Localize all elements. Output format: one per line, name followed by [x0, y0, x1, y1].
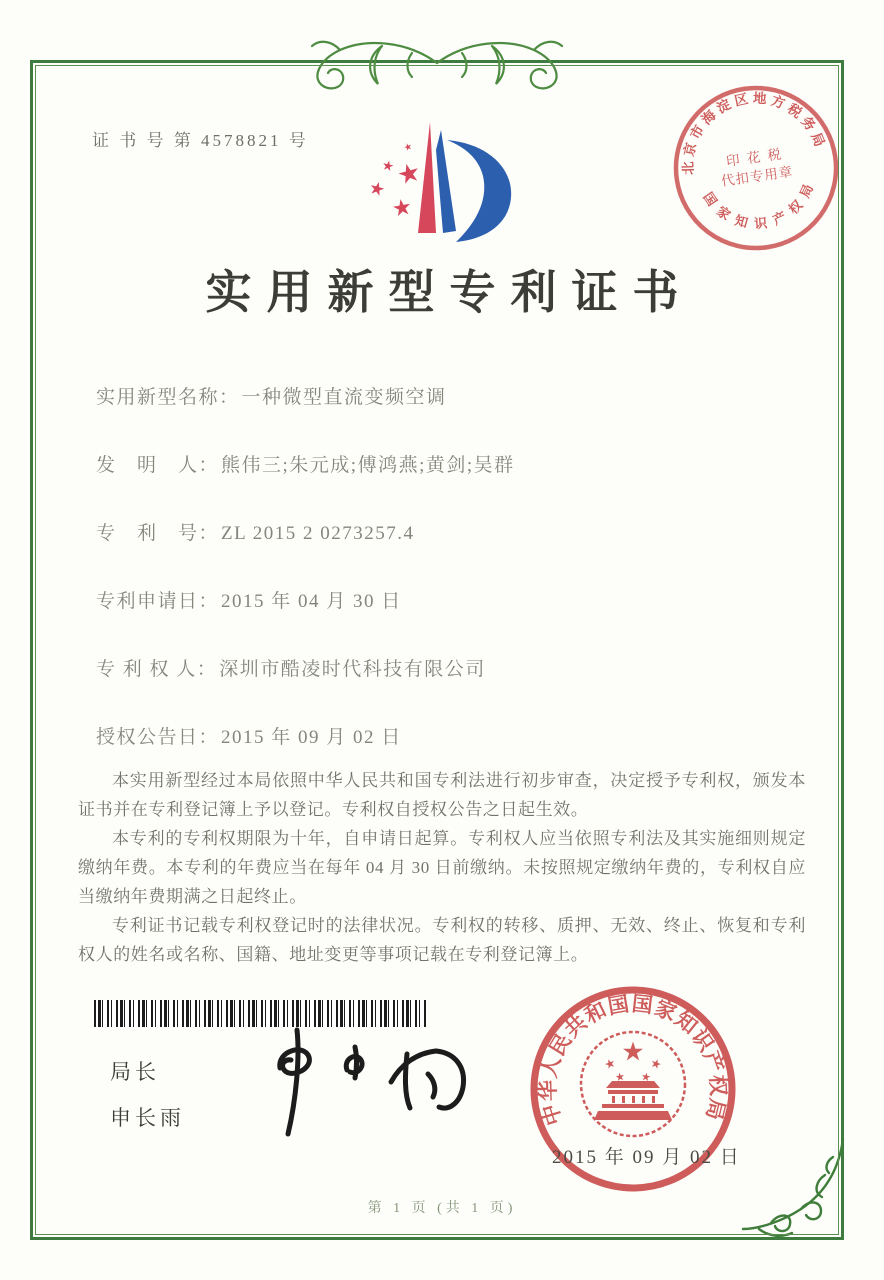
field-value: 深圳市酷凌时代科技有限公司 — [219, 659, 486, 680]
field-patentee — [96, 654, 796, 722]
issue-date: 2015 年 09 月 02 日 — [552, 1147, 741, 1168]
field-value: 熊伟三;朱元成;傅鸿燕;黄剑;吴群 — [221, 455, 515, 476]
certificate-number: 证 书 号 第 4578821 号 — [92, 131, 309, 150]
field-label: 专利申请日： — [96, 591, 220, 612]
field-value: ZL 2015 2 0273257.4 — [221, 523, 415, 544]
field-value: 2015 年 04 月 30 日 — [221, 591, 402, 612]
field-label: 发 明 人： — [96, 455, 220, 476]
tax-stamp-seal — [657, 69, 856, 268]
legal-text — [78, 766, 806, 969]
field-label: 授权公告日： — [96, 727, 220, 748]
certificate-fields — [96, 382, 796, 790]
field-value: 2015 年 09 月 02 日 — [221, 727, 402, 748]
commissioner-title: 局长 — [110, 1061, 160, 1084]
top-center-flourish-icon — [282, 33, 592, 93]
tax-seal-center-line2: 代扣专用章 — [720, 163, 795, 189]
office-seal-arc-text: 中华人民共和国国家知识产权局 — [535, 991, 731, 1129]
commissioner-block — [110, 1050, 185, 1142]
field-value: 一种微型直流变频空调 — [241, 387, 447, 408]
legal-paragraph-1: 本实用新型经过本局依照中华人民共和国专利法进行初步审查，决定授予专利权，颁发本证书并在专利登记簿上予以登记。专利权自授权公告之日起生效。 — [78, 771, 806, 819]
bottom-right-corner-flourish-icon — [739, 1135, 849, 1247]
field-inventors — [96, 450, 796, 518]
tax-seal-arc-top: 北京市海淀区地方税务局 — [680, 90, 828, 176]
field-filing-date — [96, 586, 796, 654]
certificate-title: 实用新型专利证书 — [205, 267, 694, 318]
field-patent-number — [96, 518, 796, 586]
legal-paragraph-3: 专利证书记载专利权登记时的法律状况。专利权的转移、质押、无效、终止、恢复和专利权人的姓名或名称、国籍、地址变更等事项记载在专利登记簿上。 — [78, 916, 806, 964]
commissioner-name: 申长雨 — [110, 1107, 185, 1130]
tax-seal-center-line1: 印 花 税 — [725, 146, 784, 170]
field-label: 实用新型名称： — [96, 387, 240, 408]
page-number: 第 1 页 (共 1 页) — [367, 1201, 517, 1216]
field-label: 专 利 权 人： — [96, 659, 218, 680]
field-label: 专 利 号： — [96, 523, 220, 544]
signature-script-icon — [250, 1022, 485, 1140]
legal-paragraph-2: 本专利的专利权期限为十年，自申请日起算。专利权人应当依照专利法及其实施细则规定缴纳年费。本专利的年费应当在每年 04 月 30 日前缴纳。未按照规定缴纳年费的，专利权自应当缴纳年费期满之日起终止。 — [78, 829, 806, 906]
field-utility-model-name — [96, 382, 796, 450]
svg-text:国家知识产权局 — [699, 175, 821, 239]
national-emblem-icon — [581, 1032, 685, 1136]
cnipa-logo-icon — [366, 116, 516, 244]
tax-seal-arc-bottom: 国家知识产权局 — [700, 181, 817, 232]
